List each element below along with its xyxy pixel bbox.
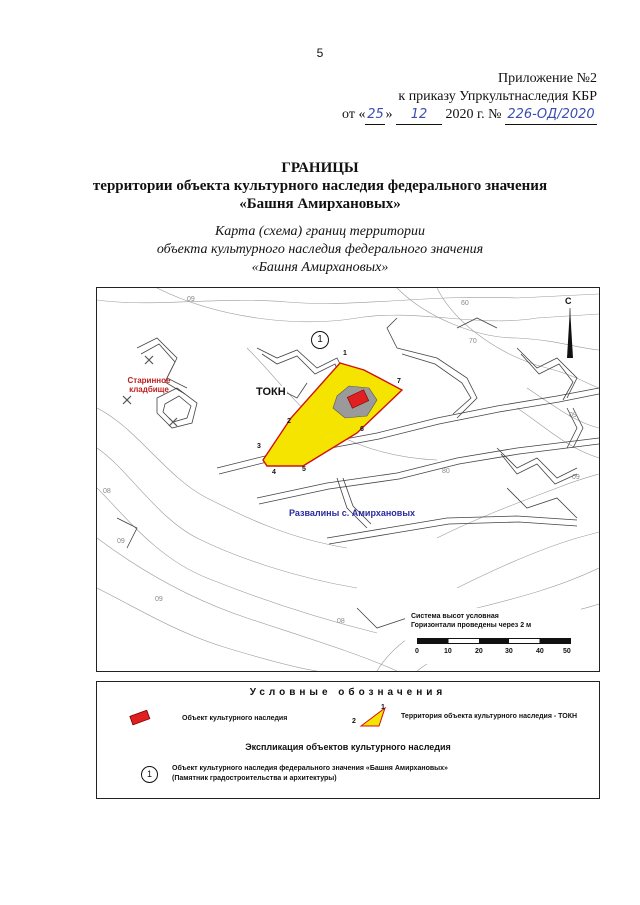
explication-title: Экспликация объектов культурного наследия bbox=[245, 742, 451, 752]
contour-label: 60 bbox=[461, 300, 469, 307]
date-month: 12 bbox=[396, 106, 442, 125]
scale-box bbox=[405, 608, 581, 664]
roads bbox=[117, 318, 599, 628]
legend-box bbox=[96, 681, 600, 799]
contour-label: 09 bbox=[572, 474, 580, 481]
order-number: 226-ОД/2020 bbox=[505, 106, 597, 125]
legend-territory-label: Территория объекта культурного наследия - ТОКН bbox=[401, 713, 578, 720]
explication-item-number: 1 bbox=[141, 766, 158, 783]
appendix-line-2: к приказу Упркультнаследия КБР bbox=[398, 89, 597, 104]
scale-bar bbox=[417, 638, 571, 644]
contour-label: 09 bbox=[155, 596, 163, 603]
title-line-2: территории объекта культурного наследия федерального значения bbox=[92, 178, 548, 194]
contour-label: 09 bbox=[569, 412, 577, 419]
legend-marker-num-1: 1 bbox=[381, 704, 385, 711]
date-prefix: от « bbox=[342, 107, 366, 122]
scale-line-2: Горизонтали проведены через 2 м bbox=[411, 622, 532, 629]
scale-tick: 0 bbox=[415, 648, 419, 655]
contour-label: 09 bbox=[117, 538, 125, 545]
boundary-point: 5 bbox=[302, 466, 306, 473]
scale-tick: 10 bbox=[444, 648, 452, 655]
scale-tick: 40 bbox=[536, 648, 544, 655]
title-line-1: ГРАНИЦЫ bbox=[281, 160, 359, 176]
contour-label: 80 bbox=[442, 468, 450, 475]
explication-item-line-1: Объект культурного наследия федерального значения «Башня Амирхановых» bbox=[172, 765, 448, 772]
legend-object-symbol bbox=[127, 710, 157, 726]
subtitle-line-3: «Башня Амирхановых» bbox=[251, 260, 389, 275]
cemetery-label-line-2: кладбище bbox=[129, 385, 169, 394]
north-label: С bbox=[565, 296, 572, 306]
subtitle-line-1: Карта (схема) границ территории bbox=[214, 224, 426, 239]
boundary-point: 2 bbox=[287, 418, 291, 425]
boundary-point: 4 bbox=[272, 469, 276, 476]
contour-label: 70 bbox=[469, 338, 477, 345]
legend-marker-num-2: 2 bbox=[352, 718, 356, 725]
appendix-date-line bbox=[342, 106, 597, 125]
scale-line-1: Система высот условная bbox=[411, 613, 499, 620]
ruins-label: Развалины с. Амирхановых bbox=[289, 508, 416, 518]
tokn-label: ТОКН bbox=[256, 386, 286, 398]
title-line-3: «Башня Амирхановых» bbox=[239, 196, 401, 212]
boundary-point: 3 bbox=[257, 443, 261, 450]
date-year: 2020 г. № bbox=[441, 107, 505, 122]
scale-tick: 50 bbox=[563, 648, 571, 655]
object-number-circle: 1 bbox=[311, 331, 329, 349]
contour-label: 09 bbox=[187, 296, 195, 303]
cemetery-label-line-1: Старинное bbox=[127, 376, 171, 385]
contour-label: 08 bbox=[337, 618, 345, 625]
boundary-point: 7 bbox=[397, 378, 401, 385]
boundary-map bbox=[96, 287, 600, 672]
legend-object-label: Объект культурного наследия bbox=[182, 715, 288, 722]
date-mid: » bbox=[385, 107, 396, 122]
date-day: 25 bbox=[365, 106, 385, 125]
subtitle-line-2: объекта культурного наследия федерального значения bbox=[156, 242, 484, 257]
contour-label: 08 bbox=[103, 488, 111, 495]
territory-polygon bbox=[263, 363, 402, 466]
boundary-point: 6 bbox=[360, 426, 364, 433]
cemetery-label bbox=[119, 376, 179, 394]
scale-tick: 30 bbox=[505, 648, 513, 655]
scale-tick: 20 bbox=[475, 648, 483, 655]
boundary-point: 1 bbox=[343, 350, 347, 357]
appendix-line-1: Приложение №2 bbox=[498, 71, 597, 86]
legend-title: Условные обозначения bbox=[249, 687, 447, 698]
page-number: 5 bbox=[316, 46, 324, 60]
explication-item-line-2: (Памятник градостроительства и архитектуры) bbox=[172, 775, 337, 782]
